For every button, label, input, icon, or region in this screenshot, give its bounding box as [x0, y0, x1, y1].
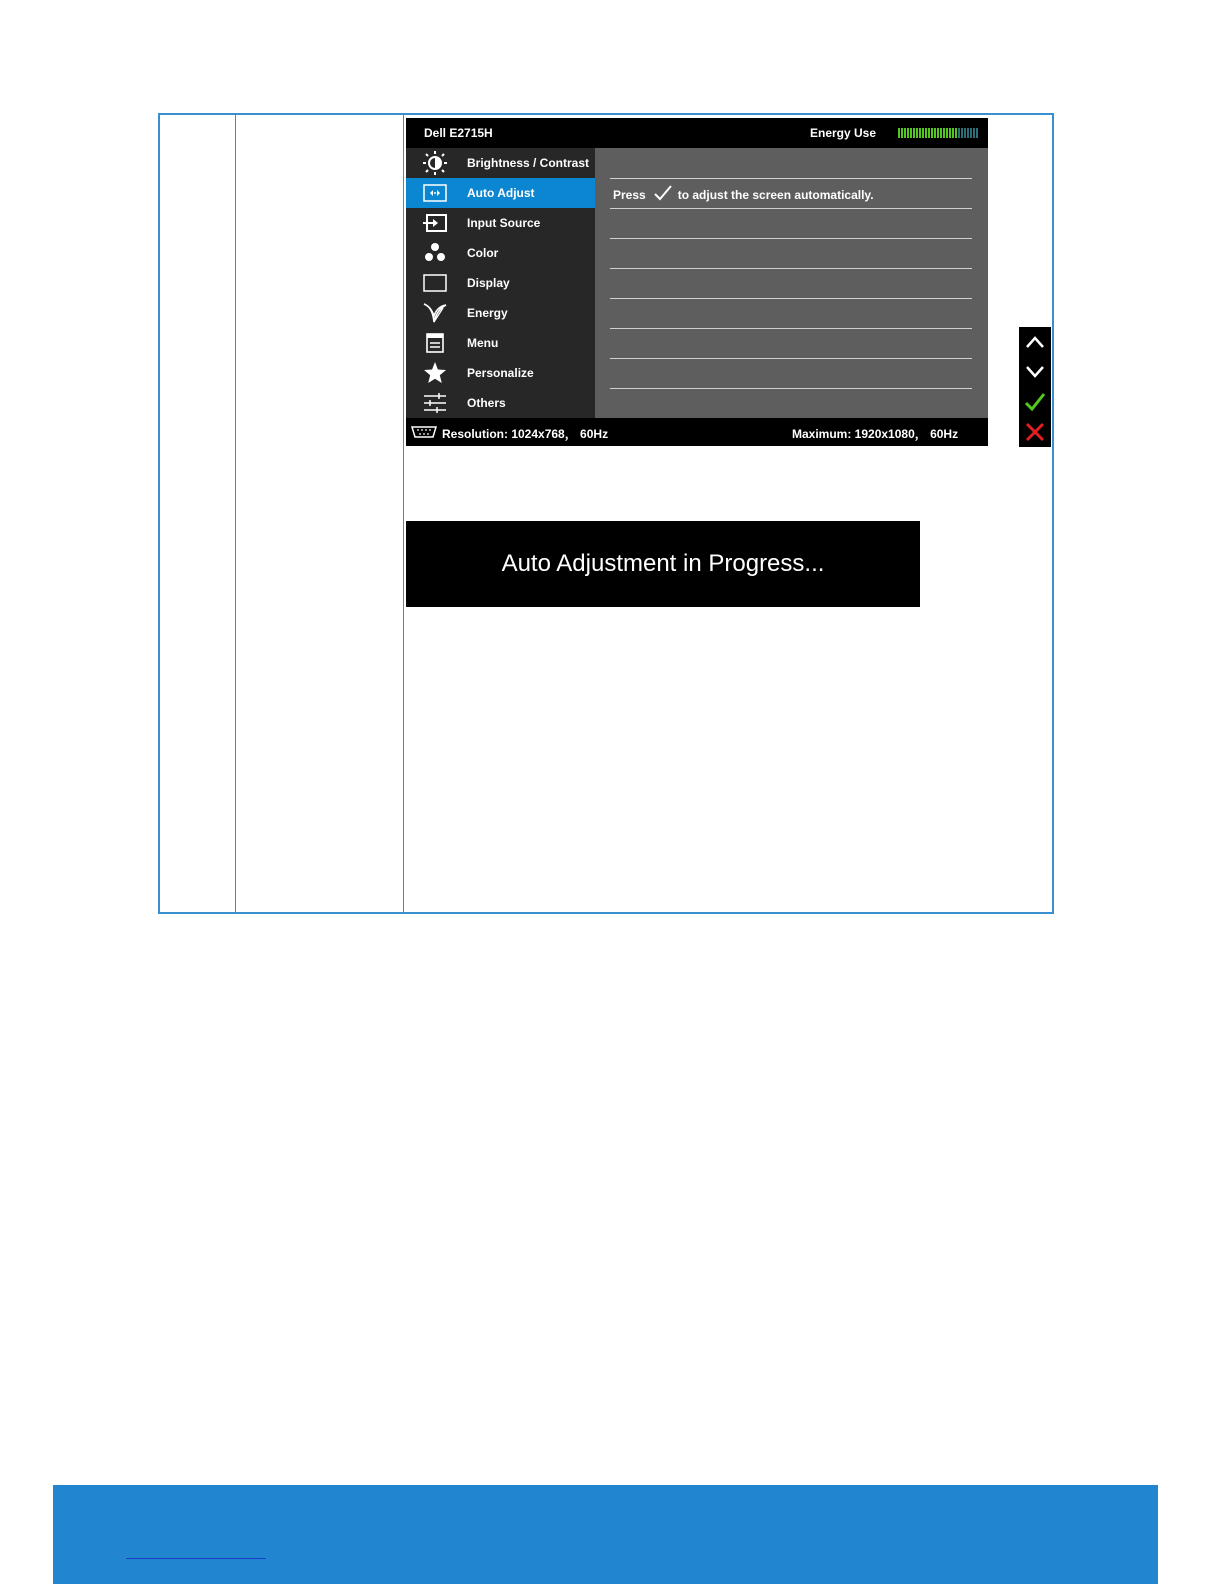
- content-divider: [610, 298, 972, 299]
- energy-meter-segment: [943, 128, 945, 138]
- energy-meter-segment: [913, 128, 915, 138]
- menu-item-input-source[interactable]: [406, 208, 595, 238]
- energy-icon: [422, 301, 448, 325]
- content-divider: [610, 358, 972, 359]
- energy-meter-segment: [946, 128, 948, 138]
- sliders-icon: [422, 391, 448, 415]
- energy-meter-segment: [970, 128, 972, 138]
- energy-meter-segment: [976, 128, 978, 138]
- menu-item-personalize[interactable]: [406, 358, 595, 388]
- down-button[interactable]: [1019, 357, 1051, 387]
- input-source-icon: [422, 211, 448, 235]
- check-icon: [654, 185, 672, 204]
- menu-item-label: Energy: [467, 306, 508, 320]
- menu-item-label: Auto Adjust: [467, 186, 535, 200]
- up-button[interactable]: [1019, 327, 1051, 357]
- energy-meter-segment: [901, 128, 903, 138]
- table-column-divider: [235, 115, 236, 912]
- content-divider: [610, 388, 972, 389]
- vga-connector-icon: [409, 425, 439, 442]
- osd-header: [406, 118, 988, 148]
- brightness-icon: [422, 151, 448, 175]
- menu-item-menu[interactable]: [406, 328, 595, 358]
- energy-meter-segment: [937, 128, 939, 138]
- energy-meter-segment: [931, 128, 933, 138]
- energy-meter-segment: [907, 128, 909, 138]
- energy-meter-segment: [964, 128, 966, 138]
- osd-footer: [406, 418, 988, 446]
- energy-meter-segment: [967, 128, 969, 138]
- content-divider: [610, 208, 972, 209]
- menu-item-display[interactable]: [406, 268, 595, 298]
- current-resolution: Resolution: 1024x768， 60Hz: [442, 427, 609, 441]
- up-arrow-icon: [1025, 335, 1045, 349]
- display-icon: [422, 271, 448, 295]
- monitor-buttons: [1019, 327, 1051, 447]
- energy-meter-segment: [904, 128, 906, 138]
- menu-item-auto-adjust[interactable]: [406, 178, 595, 208]
- energy-meter-segment: [928, 128, 930, 138]
- energy-meter-segment: [916, 128, 918, 138]
- menu-item-energy[interactable]: [406, 298, 595, 328]
- content-divider: [610, 268, 972, 269]
- energy-meter-segment: [940, 128, 942, 138]
- menu-item-brightness-contrast[interactable]: [406, 148, 595, 178]
- page-footer-band: [53, 1485, 1158, 1584]
- energy-meter-segment: [958, 128, 960, 138]
- energy-meter-segment: [910, 128, 912, 138]
- confirm-button[interactable]: [1019, 387, 1051, 417]
- menu-item-label: Input Source: [467, 216, 541, 230]
- content-divider: [610, 178, 972, 179]
- color-icon: [422, 241, 448, 265]
- auto-adjust-progress-message: [406, 521, 920, 607]
- press-label: Press: [613, 187, 646, 202]
- exit-button[interactable]: [1019, 417, 1051, 447]
- energy-meter-segment: [934, 128, 936, 138]
- energy-meter-segment: [949, 128, 951, 138]
- menu-item-label: Display: [467, 276, 510, 290]
- auto-adjust-icon: [422, 181, 448, 205]
- energy-meter-segment: [961, 128, 963, 138]
- energy-meter-segment: [973, 128, 975, 138]
- monitor-model: Dell E2715H: [424, 126, 493, 140]
- energy-meter-segment: [922, 128, 924, 138]
- energy-meter-segment: [952, 128, 954, 138]
- progress-text: Auto Adjustment in Progress...: [501, 550, 825, 577]
- maximum-resolution: Maximum: 1920x1080， 60Hz: [792, 427, 959, 441]
- osd-content-panel: [595, 148, 988, 418]
- down-arrow-icon: [1025, 365, 1045, 379]
- table-column-divider: [403, 115, 404, 912]
- menu-item-label: Color: [467, 246, 499, 260]
- menu-item-label: Others: [467, 396, 506, 410]
- check-icon: [1024, 392, 1046, 412]
- menu-item-label: Personalize: [467, 366, 534, 380]
- close-icon: [1025, 422, 1045, 442]
- energy-meter-segment: [898, 128, 900, 138]
- footer-link-underline[interactable]: [126, 1558, 266, 1559]
- osd-menu-list: [406, 148, 595, 418]
- energy-meter-segment: [919, 128, 921, 138]
- energy-use-meter: [898, 128, 978, 138]
- content-divider: [610, 328, 972, 329]
- menu-item-others[interactable]: [406, 388, 595, 418]
- energy-use-label: Energy Use: [810, 126, 877, 140]
- menu-item-label: Menu: [467, 336, 499, 350]
- star-icon: [422, 361, 448, 385]
- energy-meter-segment: [925, 128, 927, 138]
- menu-item-label: Brightness / Contrast: [467, 156, 590, 170]
- menu-icon: [422, 331, 448, 355]
- menu-item-color[interactable]: [406, 238, 595, 268]
- content-divider: [610, 238, 972, 239]
- osd-menu-screenshot: [406, 118, 988, 446]
- auto-adjust-instruction: [613, 185, 874, 204]
- instruction-text: to adjust the screen automatically.: [677, 187, 874, 202]
- energy-meter-segment: [955, 128, 957, 138]
